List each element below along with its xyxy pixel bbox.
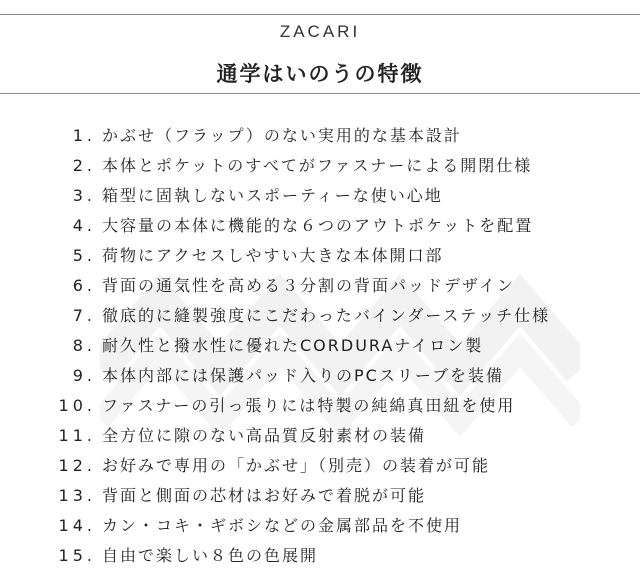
feature-text: お好みで専用の「かぶせ」（別売）の装着が可能: [102, 456, 491, 475]
feature-item: [0, 511, 640, 541]
feature-item: [0, 181, 640, 211]
title-divider: [0, 93, 640, 94]
feature-item: [0, 391, 640, 421]
feature-item: [0, 421, 640, 451]
feature-text: 自由で楽しい８色の色展開: [102, 546, 319, 565]
feature-number: 2.: [72, 156, 96, 175]
feature-item: [0, 271, 640, 301]
page-title: 通学はいのうの特徴: [216, 62, 424, 86]
feature-number: 7.: [72, 306, 96, 325]
brand-logo: ZACARI: [279, 22, 361, 41]
feature-number: 10.: [58, 396, 96, 415]
feature-text: カン・コキ・ギボシなどの金属部品を不使用: [102, 516, 463, 535]
feature-text: 大容量の本体に機能的な６つのアウトポケットを配置: [102, 216, 534, 235]
feature-item: [0, 331, 640, 361]
feature-text: 背面と側面の芯材はお好みで着脱が可能: [102, 486, 427, 505]
feature-text: 本体とポケットのすべてがファスナーによる開閉仕様: [102, 156, 533, 175]
feature-number: 1.: [72, 126, 96, 145]
feature-number: 11.: [58, 426, 96, 445]
feature-text: ファスナーの引っ張りには特製の純綿真田紐を使用: [102, 396, 516, 415]
feature-item: [0, 481, 640, 511]
feature-item: [0, 121, 640, 151]
feature-number: 9.: [72, 366, 96, 385]
feature-number: 14.: [58, 516, 96, 535]
feature-text: 箱型に固執しないスポーティーな使い心地: [102, 186, 443, 205]
top-divider: [0, 14, 640, 15]
feature-text: 全方位に隙のない高品質反射素材の装備: [102, 426, 427, 445]
feature-text: 背面の通気性を高める３分割の背面パッドデザイン: [102, 276, 515, 295]
feature-text: 本体内部には保護パッド入りのPCスリーブを装備: [102, 366, 505, 385]
feature-item: [0, 151, 640, 181]
feature-item: [0, 361, 640, 391]
feature-text: 耐久性と撥水性に優れたCORDURAナイロン製: [102, 336, 484, 355]
feature-text: 徹底的に縫製強度にこだわったバインダーステッチ仕様: [102, 306, 551, 325]
feature-list: [0, 121, 640, 571]
feature-item: [0, 211, 640, 241]
feature-number: 5.: [72, 246, 96, 265]
feature-item: [0, 541, 640, 571]
feature-text: かぶせ（フラップ）のない実用的な基本設計: [102, 126, 462, 145]
feature-text: 荷物にアクセスしやすい大きな本体開口部: [102, 246, 444, 265]
feature-item: [0, 451, 640, 481]
feature-number: 15.: [58, 546, 96, 565]
feature-item: [0, 301, 640, 331]
feature-number: 6.: [72, 276, 96, 295]
feature-number: 8.: [72, 336, 96, 355]
feature-number: 13.: [58, 486, 96, 505]
feature-item: [0, 241, 640, 271]
feature-number: 4.: [72, 216, 96, 235]
feature-number: 3.: [72, 186, 96, 205]
feature-number: 12.: [58, 456, 96, 475]
